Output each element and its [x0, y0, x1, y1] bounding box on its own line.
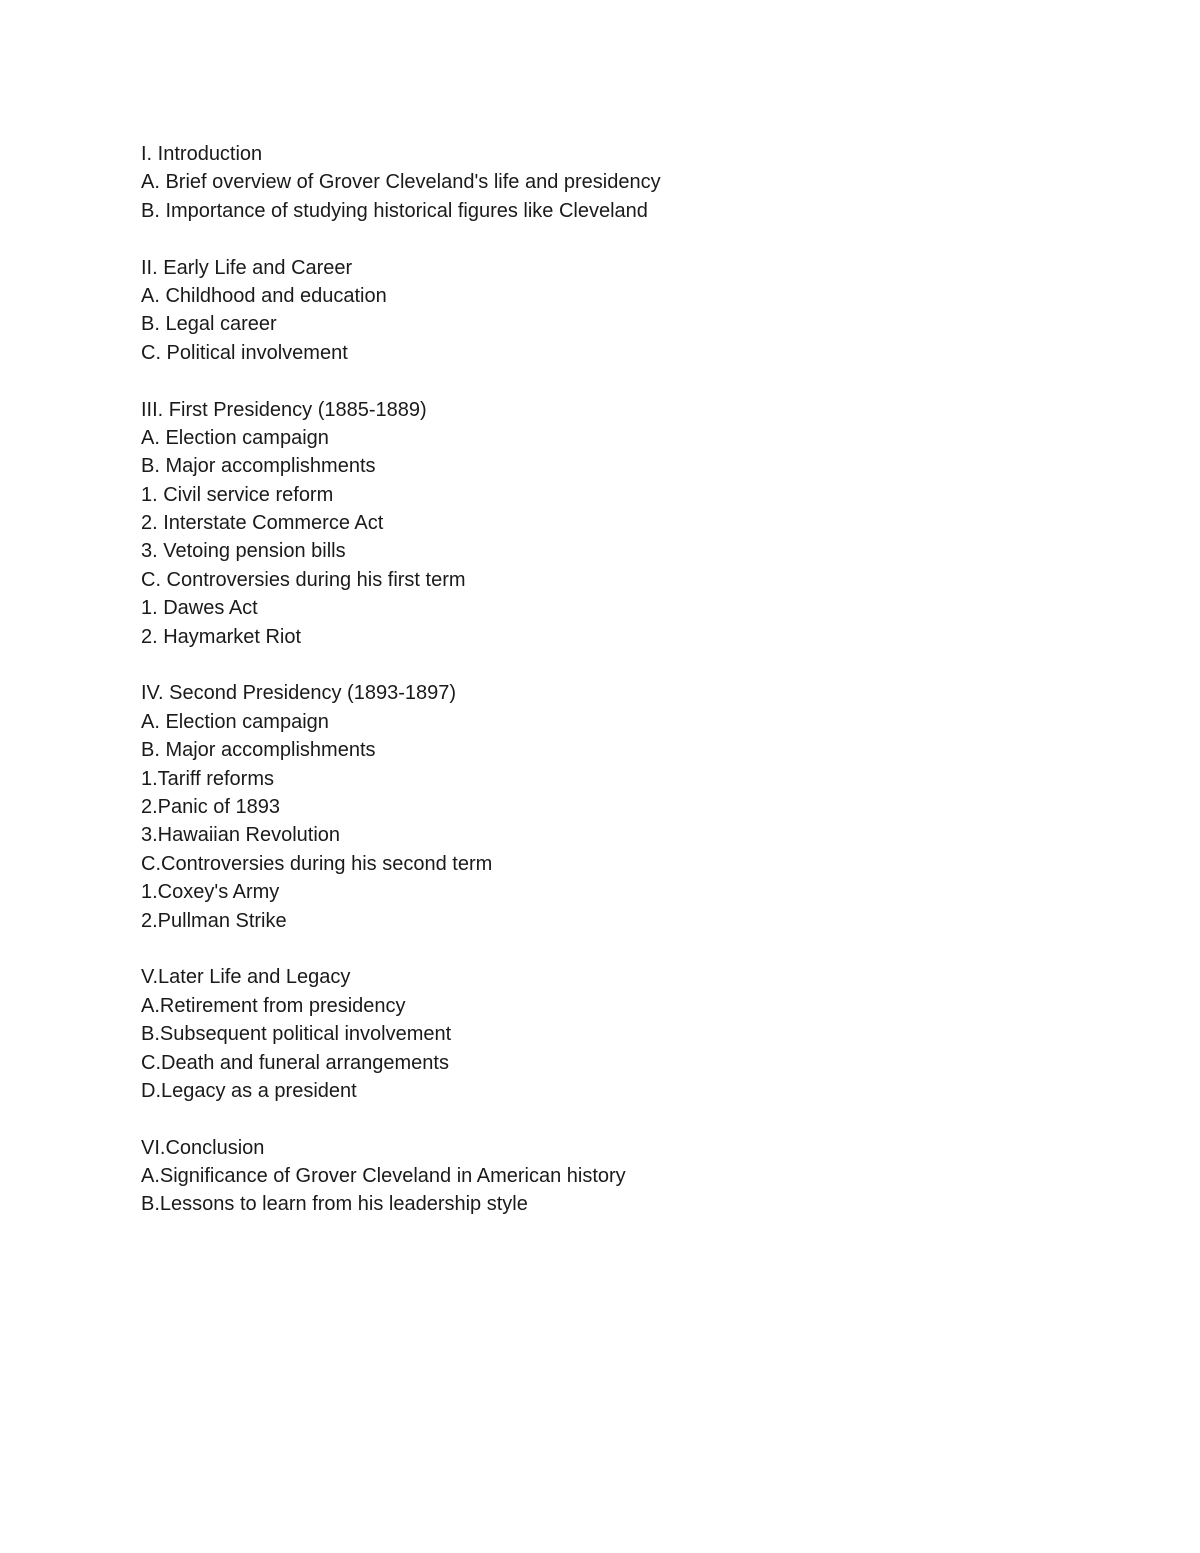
outline-item: B. Major accomplishments: [141, 739, 376, 762]
outline-subitem: 2. Haymarket Riot: [141, 625, 302, 648]
outline-item: A.Retirement from presidency: [141, 994, 406, 1017]
outline-item: C. Political involvement: [141, 341, 348, 364]
outline-item: A. Childhood and education: [141, 284, 387, 307]
outline-subitem: 1.Tariff reforms: [141, 767, 274, 790]
outline-section-early-life: [141, 254, 1041, 368]
outline-subitem: 3.Hawaiian Revolution: [141, 824, 341, 847]
outline-item: B. Importance of studying historical figures like Cleveland: [141, 199, 648, 222]
outline-item: C.Death and funeral arrangements: [141, 1051, 449, 1074]
outline-item: B.Lessons to learn from his leadership style: [141, 1193, 528, 1216]
section-heading: VI.Conclusion: [141, 1136, 265, 1159]
outline-subitem: 2. Interstate Commerce Act: [141, 512, 384, 535]
section-heading: I. Introduction: [141, 143, 263, 165]
outline-subitem: 1. Civil service reform: [141, 483, 334, 506]
outline: [141, 140, 1041, 1247]
outline-item: B. Major accomplishments: [141, 455, 376, 478]
outline-item: C. Controversies during his first term: [141, 568, 466, 591]
outline-item: A. Brief overview of Grover Cleveland's life and presidency: [141, 171, 661, 194]
outline-item: B.Subsequent political involvement: [141, 1023, 452, 1046]
outline-section-first-presidency: [141, 396, 1041, 652]
section-heading: III. First Presidency (1885-1889): [141, 398, 427, 421]
outline-subitem: 2.Pullman Strike: [141, 909, 287, 932]
outline-section-second-presidency: [141, 679, 1041, 935]
outline-item: A.Significance of Grover Cleveland in American history: [141, 1165, 626, 1188]
outline-item: A. Election campaign: [141, 426, 329, 449]
outline-item: D.Legacy as a president: [141, 1079, 357, 1102]
section-heading: II. Early Life and Career: [141, 256, 353, 279]
outline-subitem: 2.Panic of 1893: [141, 795, 280, 818]
outline-item: C.Controversies during his second term: [141, 852, 493, 875]
outline-subitem: 1. Dawes Act: [141, 597, 258, 620]
outline-subitem: 1.Coxey's Army: [141, 881, 280, 904]
outline-section-later-life: [141, 963, 1041, 1105]
outline-item: A. Election campaign: [141, 710, 329, 733]
outline-item: B. Legal career: [141, 313, 277, 336]
outline-section-conclusion: [141, 1134, 1041, 1219]
outline-section-introduction: [141, 140, 1041, 225]
section-heading: V.Later Life and Legacy: [141, 966, 351, 989]
section-heading: IV. Second Presidency (1893-1897): [141, 682, 457, 705]
outline-subitem: 3. Vetoing pension bills: [141, 540, 346, 563]
